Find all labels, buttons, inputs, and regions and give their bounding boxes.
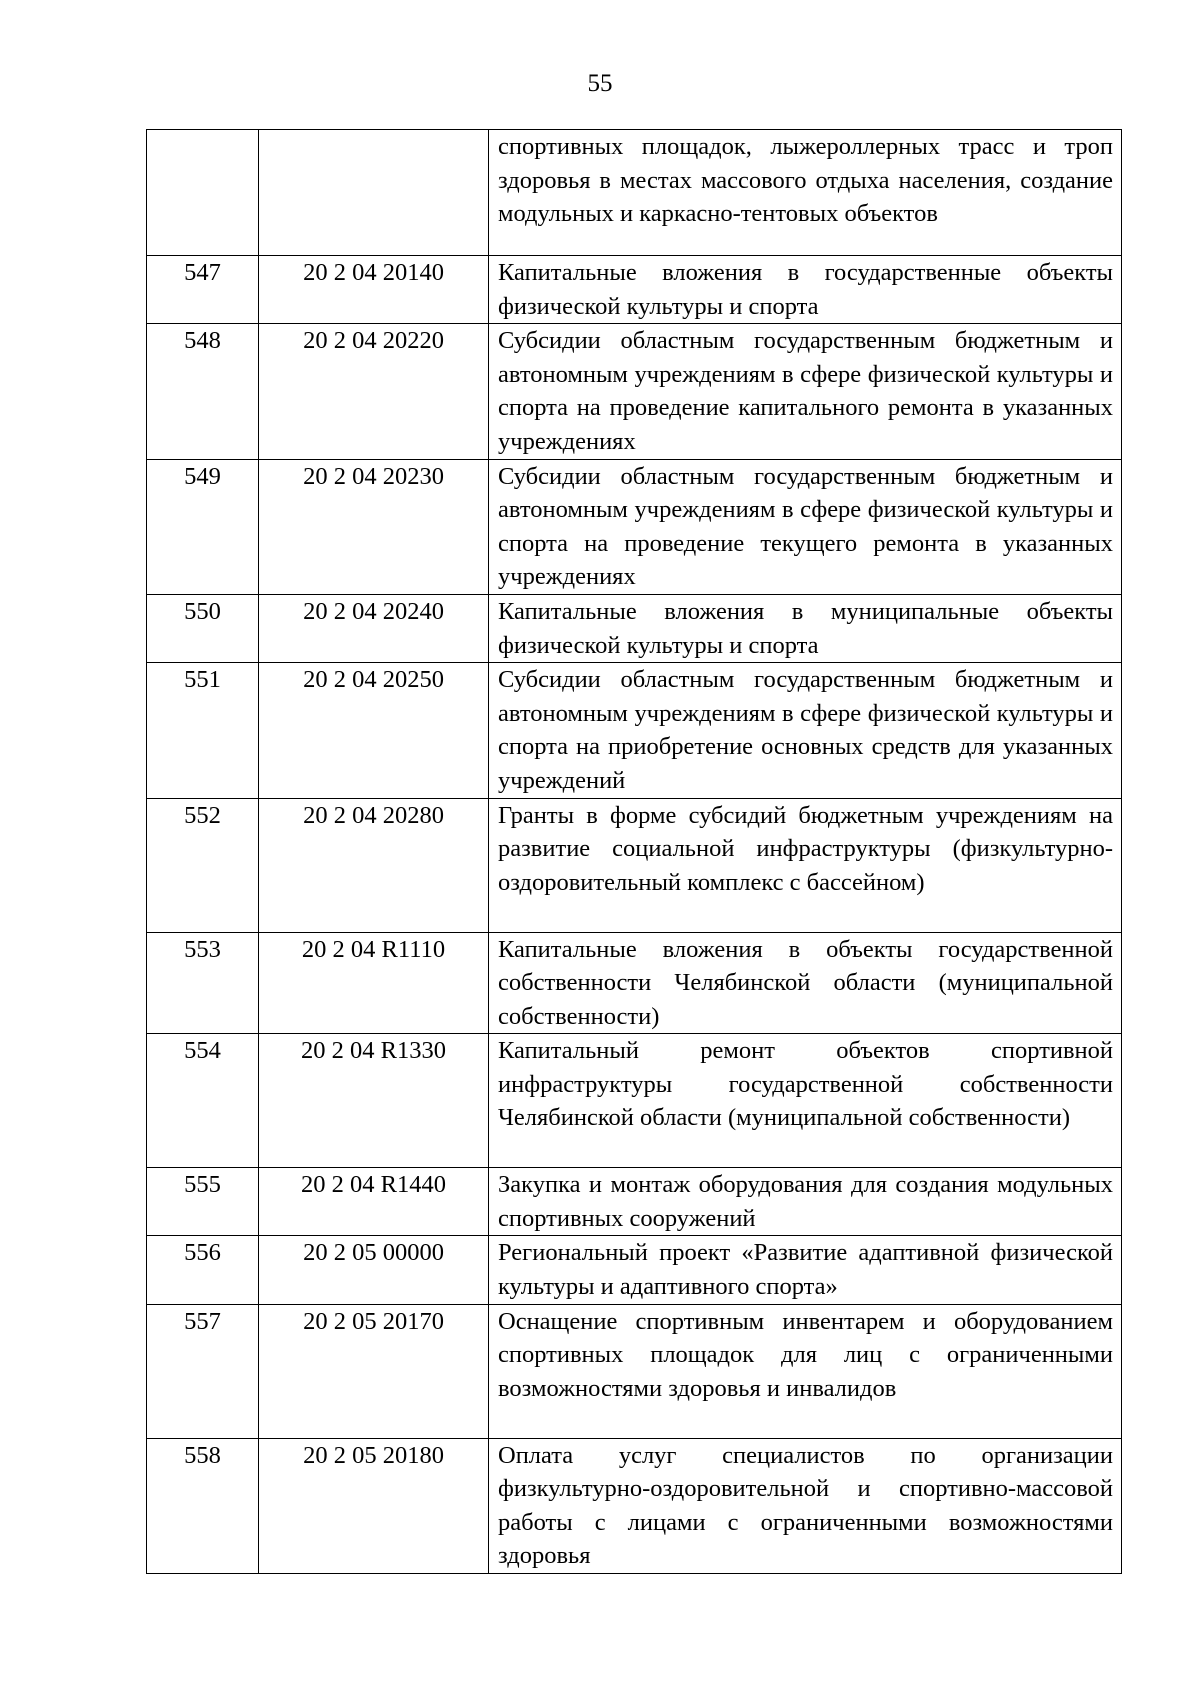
description-text: Оплата услуг специалистов по организации физкультурно-оздоровительной и спортивно-массовой работы с лицами с ограниченными возможностями здоровья [498,1441,1113,1570]
description-text: Субсидии областным государственным бюджетным и автономным учреждениям в сфере физической культуры и спорта на проведение текущего ремонта в указанных учреждениях [498,462,1113,591]
description-cell [489,1034,1122,1168]
description-cell [489,459,1122,594]
table-row [147,256,1122,324]
description-text: Капитальные вложения в муниципальные объекты физической культуры и спорта [498,597,1113,659]
budget-code-table [146,129,1122,1574]
budget-code-cell: 20 2 05 20180 [259,1438,489,1573]
row-number-cell: 549 [147,459,259,594]
row-number-cell: 548 [147,324,259,459]
budget-code-cell: 20 2 04 20280 [259,798,489,932]
description-cell [489,932,1122,1034]
description-text: Региональный проект «Развитие адаптивной физической культуры и адаптивного спорта» [498,1239,1113,1301]
row-number-cell: 554 [147,1034,259,1168]
row-number-cell: 555 [147,1168,259,1236]
table-row [147,663,1122,798]
row-number-cell: 558 [147,1438,259,1573]
table-row [147,932,1122,1034]
description-text: Капитальные вложения в государственные объекты физической культуры и спорта [498,259,1113,320]
description-cell [489,1168,1122,1236]
row-number-cell: 550 [147,594,259,662]
description-cell [489,256,1122,324]
budget-code-cell: 20 2 04 R1440 [259,1168,489,1236]
table-row [147,798,1122,932]
description-cell [489,798,1122,932]
table-row [147,594,1122,662]
description-text: Капитальные вложения в объекты государственной собственности Челябинской области (муниципальной собственности) [498,935,1113,1030]
row-number-cell: 553 [147,932,259,1034]
description-cell [489,324,1122,459]
description-text: Закупка и монтаж оборудования для создания модульных спортивных сооружений [498,1171,1113,1232]
table-row [147,1168,1122,1236]
description-cell [489,1304,1122,1438]
row-number-cell: 552 [147,798,259,932]
table-row [147,130,1122,256]
budget-code-cell: 20 2 04 R1330 [259,1034,489,1168]
budget-code-cell: 20 2 04 20240 [259,594,489,662]
description-text: Капитальный ремонт объектов спортивной инфраструктуры государственной собственности Челябинской области (муниципальной собственности) [498,1037,1113,1132]
budget-code-cell: 20 2 04 20250 [259,663,489,798]
description-text: Оснащение спортивным инвентарем и оборудованием спортивных площадок для лиц с ограниченными возможностями здоровья и инвалидов [498,1307,1113,1402]
description-text: спортивных площадок, лыжероллерных трасс и троп здоровья в местах массового отдыха населения, создание модульных и каркасно-тентовых объектов [498,133,1113,228]
budget-code-cell: 20 2 04 20220 [259,324,489,459]
row-number-cell: 557 [147,1304,259,1438]
budget-code-cell: 20 2 05 00000 [259,1236,489,1304]
description-cell [489,663,1122,798]
description-cell [489,1236,1122,1304]
table-row [147,1236,1122,1304]
row-number-cell: 547 [147,256,259,324]
description-text: Субсидии областным государственным бюджетным и автономным учреждениям в сфере физической культуры и спорта на проведение капитального ремонта в указанных учреждениях [498,327,1113,455]
budget-code-cell: 20 2 04 20230 [259,459,489,594]
budget-code-cell: 20 2 04 20140 [259,256,489,324]
budget-code-cell: 20 2 04 R1110 [259,932,489,1034]
budget-code-cell: 20 2 05 20170 [259,1304,489,1438]
budget-code-cell [259,130,489,256]
description-cell [489,1438,1122,1573]
table-row [147,459,1122,594]
description-cell [489,130,1122,256]
description-text: Субсидии областным государственным бюджетным и автономным учреждениям в сфере физической культуры и спорта на приобретение основных средств для указанных учреждений [498,666,1113,794]
row-number-cell: 556 [147,1236,259,1304]
table-row [147,1438,1122,1573]
row-number-cell: 551 [147,663,259,798]
row-number-cell [147,130,259,256]
description-cell [489,594,1122,662]
table-row [147,1034,1122,1168]
page-number: 55 [587,70,613,97]
table-row [147,324,1122,459]
description-text: Гранты в форме субсидий бюджетным учреждениям на развитие социальной инфраструктуры (физкультурно-оздоровительный комплекс с бассейном) [498,801,1113,896]
table-row [147,1304,1122,1438]
